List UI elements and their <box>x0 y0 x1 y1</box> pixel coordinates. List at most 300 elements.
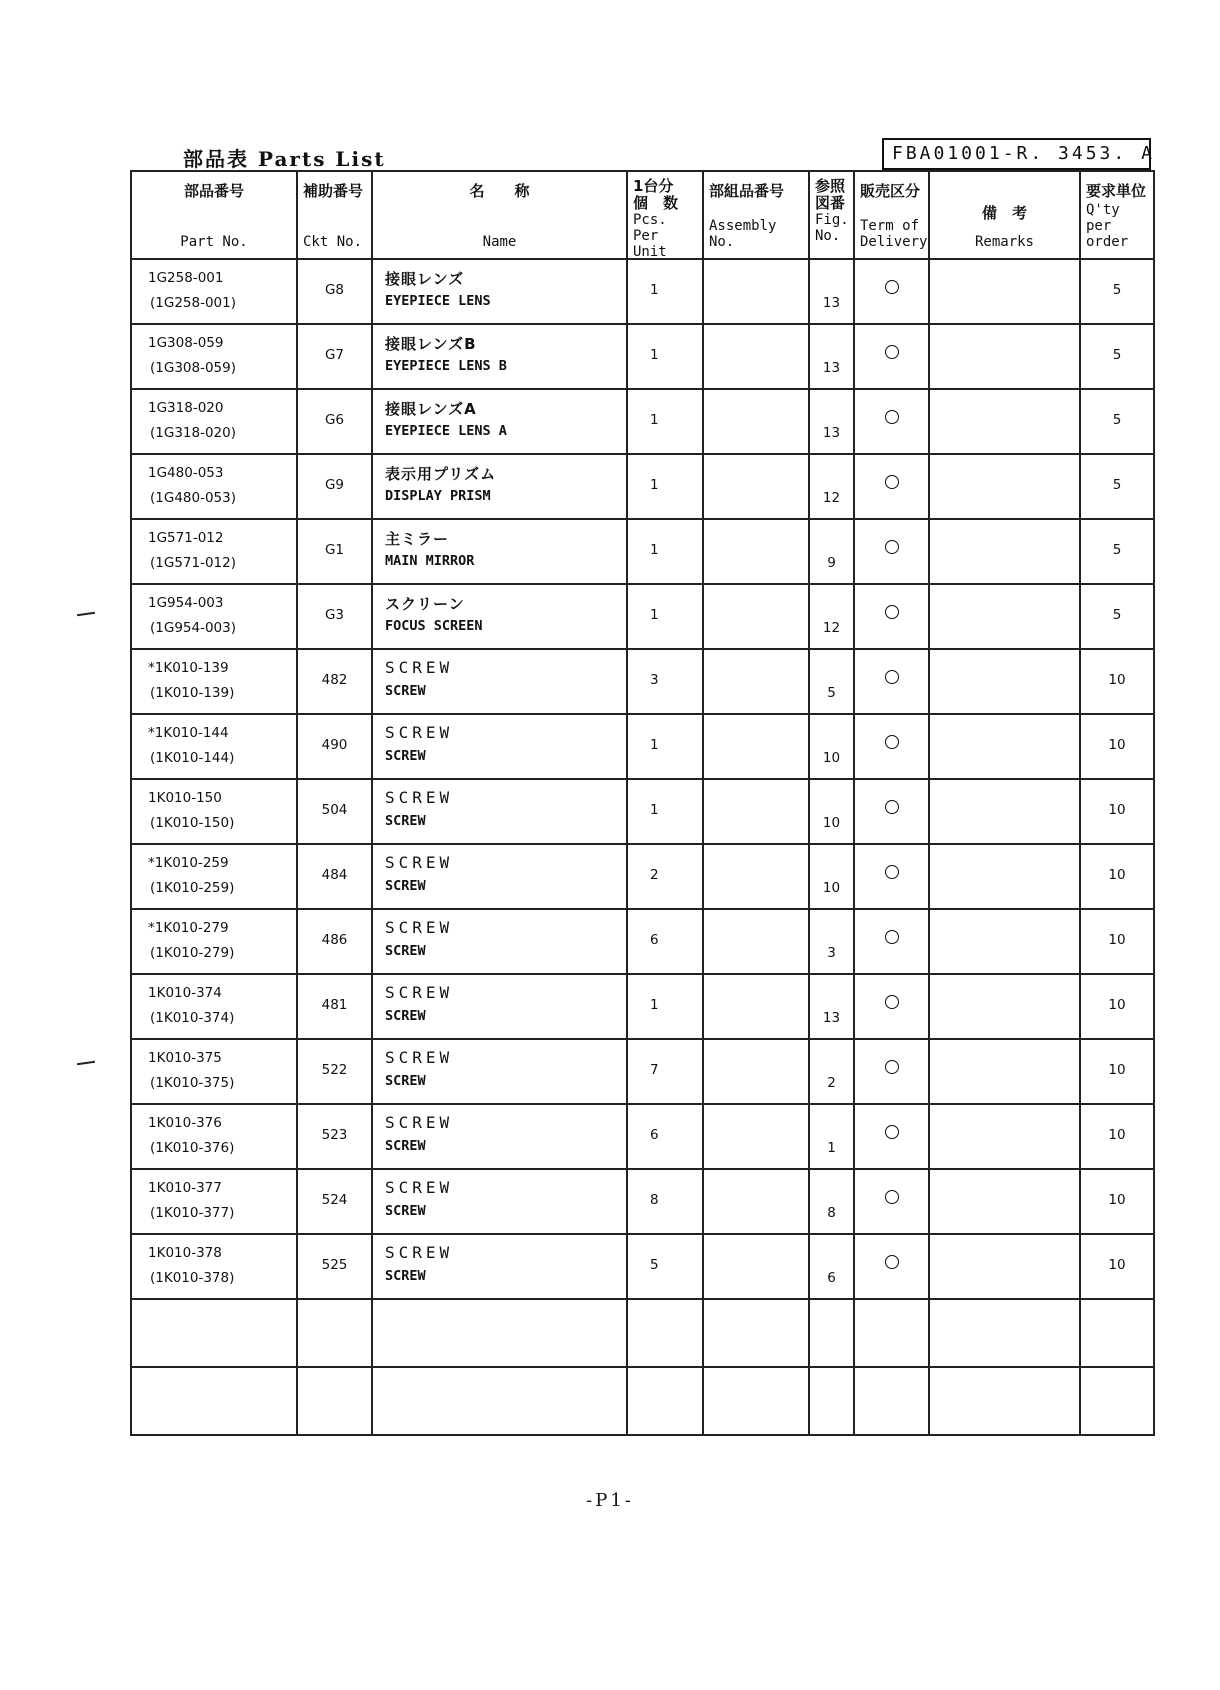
fig-cell <box>809 519 854 584</box>
qty-cell <box>1080 649 1154 714</box>
fig-number: 10 <box>822 815 841 831</box>
assembly-cell <box>703 1169 809 1234</box>
name-jp: SCREW <box>385 918 454 937</box>
delivery-circle-icon <box>885 280 899 294</box>
qty-per-order: 10 <box>1108 1192 1126 1208</box>
remarks-cell <box>929 454 1080 519</box>
part-number-alt: (1G308-059) <box>150 360 236 376</box>
part-number: 1K010-374 <box>148 985 222 1001</box>
pcs-per-unit: 1 <box>650 737 659 753</box>
remarks-cell <box>929 584 1080 649</box>
ckt-no-cell <box>297 844 372 909</box>
name-jp: SCREW <box>385 983 454 1002</box>
remarks-cell <box>929 519 1080 584</box>
fig-number: 3 <box>827 945 836 961</box>
fig-number: 10 <box>822 750 841 766</box>
fig-cell <box>809 389 854 454</box>
qty-per-order: 10 <box>1108 1127 1126 1143</box>
part-no-cell <box>131 909 297 974</box>
table-row <box>131 259 1154 324</box>
assembly-cell <box>703 1234 809 1299</box>
fig-cell <box>809 779 854 844</box>
pcs-per-unit: 1 <box>650 542 659 558</box>
delivery-cell <box>854 584 929 649</box>
ckt-no-cell <box>297 909 372 974</box>
part-no-cell <box>131 974 297 1039</box>
fig-number: 13 <box>822 425 841 441</box>
part-number-alt: (1K010-259) <box>150 880 235 896</box>
qty-cell <box>1080 584 1154 649</box>
delivery-cell <box>854 779 929 844</box>
pcs-cell <box>627 324 703 389</box>
remarks-cell <box>929 1104 1080 1169</box>
qty-cell <box>1080 714 1154 779</box>
part-number-alt: (1G954-003) <box>150 620 236 636</box>
name-cell <box>372 844 627 909</box>
name-jp: 接眼レンズB <box>385 335 477 353</box>
qty-cell <box>1080 259 1154 324</box>
assembly-cell <box>703 324 809 389</box>
qty-per-order: 10 <box>1108 997 1126 1013</box>
part-number-alt: (1K010-279) <box>150 945 235 961</box>
fig-cell <box>809 324 854 389</box>
pcs-cell <box>627 779 703 844</box>
table-row <box>131 454 1154 519</box>
pcs-cell <box>627 1039 703 1104</box>
table-row <box>131 909 1154 974</box>
remarks-cell <box>929 324 1080 389</box>
part-number-alt: (1K010-377) <box>150 1205 235 1221</box>
delivery-cell <box>854 974 929 1039</box>
part-number-alt: (1K010-378) <box>150 1270 235 1286</box>
table-row <box>131 324 1154 389</box>
delivery-circle-icon <box>885 410 899 424</box>
delivery-cell <box>854 1169 929 1234</box>
empty-cell <box>1080 1299 1154 1367</box>
pcs-per-unit: 2 <box>650 867 659 883</box>
fig-number: 5 <box>827 685 836 701</box>
ckt-number: G9 <box>324 477 345 493</box>
assembly-cell <box>703 584 809 649</box>
name-jp: SCREW <box>385 1243 454 1262</box>
empty-cell <box>1080 1367 1154 1435</box>
remarks-cell <box>929 649 1080 714</box>
name-cell <box>372 1104 627 1169</box>
fig-cell <box>809 1234 854 1299</box>
empty-cell <box>854 1367 929 1435</box>
name-en: MAIN MIRROR <box>385 553 475 569</box>
remarks-cell <box>929 1039 1080 1104</box>
ckt-no-cell <box>297 974 372 1039</box>
ckt-number: G7 <box>324 347 345 363</box>
remarks-cell <box>929 1169 1080 1234</box>
part-number: *1K010-139 <box>148 660 229 676</box>
name-en: SCREW <box>385 878 426 894</box>
empty-cell <box>809 1367 854 1435</box>
part-number: 1G308-059 <box>148 335 224 351</box>
header-remarks: 備 考 Remarks <box>929 171 1080 259</box>
part-number: *1K010-259 <box>148 855 229 871</box>
ckt-no-cell <box>297 259 372 324</box>
empty-cell <box>929 1299 1080 1367</box>
part-number: 1K010-378 <box>148 1245 222 1261</box>
table-row <box>131 1104 1154 1169</box>
ckt-no-cell <box>297 1039 372 1104</box>
margin-mark <box>77 612 95 616</box>
part-number: *1K010-144 <box>148 725 229 741</box>
delivery-cell <box>854 1104 929 1169</box>
pcs-per-unit: 1 <box>650 282 659 298</box>
fig-number: 13 <box>822 295 841 311</box>
fig-cell <box>809 259 854 324</box>
qty-per-order: 5 <box>1112 477 1122 493</box>
document-number: FBA01001-R. 3453. A <box>882 138 1151 170</box>
header-pcs: 1台分 個 数 Pcs. Per Unit <box>627 171 703 259</box>
pcs-cell <box>627 844 703 909</box>
qty-per-order: 10 <box>1108 867 1126 883</box>
assembly-cell <box>703 1104 809 1169</box>
name-cell <box>372 974 627 1039</box>
part-no-cell <box>131 584 297 649</box>
ckt-no-cell <box>297 1169 372 1234</box>
qty-per-order: 5 <box>1112 542 1122 558</box>
fig-cell <box>809 454 854 519</box>
remarks-cell <box>929 1234 1080 1299</box>
qty-per-order: 10 <box>1108 1257 1126 1273</box>
name-cell <box>372 714 627 779</box>
pcs-cell <box>627 519 703 584</box>
empty-cell <box>703 1299 809 1367</box>
fig-cell <box>809 714 854 779</box>
ckt-no-cell <box>297 584 372 649</box>
table-row <box>131 1234 1154 1299</box>
fig-cell <box>809 584 854 649</box>
header-ckt-no: 補助番号 Ckt No. <box>297 171 372 259</box>
pcs-per-unit: 5 <box>650 1257 659 1273</box>
empty-cell <box>854 1299 929 1367</box>
table-row <box>131 1039 1154 1104</box>
qty-per-order: 10 <box>1108 737 1126 753</box>
part-no-cell <box>131 714 297 779</box>
name-en: SCREW <box>385 1138 426 1154</box>
assembly-cell <box>703 844 809 909</box>
ckt-number: 481 <box>321 997 348 1013</box>
fig-number: 9 <box>827 555 836 571</box>
table-row <box>131 584 1154 649</box>
part-no-cell <box>131 259 297 324</box>
name-en: FOCUS SCREEN <box>385 618 483 634</box>
name-jp: SCREW <box>385 853 454 872</box>
qty-cell <box>1080 1104 1154 1169</box>
name-en: SCREW <box>385 1073 426 1089</box>
page-number: -P1- <box>586 1490 634 1511</box>
ckt-number: G1 <box>324 542 345 558</box>
qty-cell <box>1080 454 1154 519</box>
delivery-cell <box>854 259 929 324</box>
ckt-number: 504 <box>321 802 348 818</box>
ckt-number: 486 <box>321 932 348 948</box>
empty-cell <box>627 1367 703 1435</box>
part-number: 1G318-020 <box>148 400 224 416</box>
qty-per-order: 5 <box>1112 412 1122 428</box>
qty-per-order: 5 <box>1112 347 1122 363</box>
pcs-cell <box>627 1104 703 1169</box>
remarks-cell <box>929 974 1080 1039</box>
pcs-cell <box>627 259 703 324</box>
remarks-cell <box>929 389 1080 454</box>
empty-cell <box>297 1299 372 1367</box>
delivery-circle-icon <box>885 930 899 944</box>
part-no-cell <box>131 454 297 519</box>
delivery-circle-icon <box>885 605 899 619</box>
ckt-no-cell <box>297 1104 372 1169</box>
delivery-cell <box>854 714 929 779</box>
part-number: 1G480-053 <box>148 465 224 481</box>
part-number: 1K010-375 <box>148 1050 222 1066</box>
qty-cell <box>1080 844 1154 909</box>
assembly-cell <box>703 974 809 1039</box>
delivery-cell <box>854 324 929 389</box>
table-row <box>131 714 1154 779</box>
part-number-alt: (1K010-376) <box>150 1140 235 1156</box>
part-no-cell <box>131 389 297 454</box>
name-jp: SCREW <box>385 723 454 742</box>
name-jp: SCREW <box>385 658 454 677</box>
empty-cell <box>372 1367 627 1435</box>
header-fig: 参照 図番 Fig. No. <box>809 171 854 259</box>
pcs-cell <box>627 974 703 1039</box>
name-cell <box>372 1234 627 1299</box>
name-cell <box>372 1169 627 1234</box>
qty-per-order: 5 <box>1112 607 1122 623</box>
delivery-circle-icon <box>885 1060 899 1074</box>
name-en: SCREW <box>385 1008 426 1024</box>
pcs-per-unit: 8 <box>650 1192 659 1208</box>
remarks-cell <box>929 714 1080 779</box>
part-number-alt: (1K010-144) <box>150 750 235 766</box>
empty-cell <box>131 1367 297 1435</box>
header-assembly: 部組品番号 Assembly No. <box>703 171 809 259</box>
part-number-alt: (1K010-150) <box>150 815 235 831</box>
pcs-per-unit: 1 <box>650 412 659 428</box>
ckt-number: G8 <box>324 282 345 298</box>
fig-cell <box>809 1169 854 1234</box>
fig-cell <box>809 1039 854 1104</box>
fig-number: 10 <box>822 880 841 896</box>
ckt-number: 522 <box>321 1062 348 1078</box>
part-number-alt: (1K010-139) <box>150 685 235 701</box>
name-en: SCREW <box>385 683 426 699</box>
table-row <box>131 974 1154 1039</box>
delivery-cell <box>854 909 929 974</box>
delivery-cell <box>854 1234 929 1299</box>
name-en: SCREW <box>385 1203 426 1219</box>
delivery-circle-icon <box>885 800 899 814</box>
qty-cell <box>1080 519 1154 584</box>
part-no-cell <box>131 519 297 584</box>
part-no-cell <box>131 844 297 909</box>
part-no-cell <box>131 779 297 844</box>
qty-cell <box>1080 389 1154 454</box>
part-number-alt: (1G571-012) <box>150 555 236 571</box>
part-number: 1G258-001 <box>148 270 224 286</box>
empty-row <box>131 1367 1154 1435</box>
assembly-cell <box>703 779 809 844</box>
table-row <box>131 389 1154 454</box>
part-no-cell <box>131 1039 297 1104</box>
fig-number: 2 <box>827 1075 836 1091</box>
delivery-cell <box>854 649 929 714</box>
ckt-no-cell <box>297 779 372 844</box>
qty-per-order: 10 <box>1108 802 1126 818</box>
ckt-number: 525 <box>321 1257 348 1273</box>
pcs-cell <box>627 909 703 974</box>
part-number: 1K010-150 <box>148 790 222 806</box>
header-delivery: 販売区分 Term of Delivery <box>854 171 929 259</box>
name-cell <box>372 1039 627 1104</box>
ckt-no-cell <box>297 324 372 389</box>
name-cell <box>372 519 627 584</box>
pcs-per-unit: 3 <box>650 672 659 688</box>
remarks-cell <box>929 909 1080 974</box>
pcs-per-unit: 1 <box>650 607 659 623</box>
pcs-per-unit: 6 <box>650 1127 659 1143</box>
delivery-circle-icon <box>885 865 899 879</box>
page-title: 部品表 Parts List <box>183 147 386 171</box>
qty-cell <box>1080 1169 1154 1234</box>
delivery-circle-icon <box>885 1255 899 1269</box>
table-row <box>131 844 1154 909</box>
empty-row <box>131 1299 1154 1367</box>
name-jp: SCREW <box>385 788 454 807</box>
ckt-number: 490 <box>321 737 348 753</box>
empty-cell <box>809 1299 854 1367</box>
name-en: EYEPIECE LENS B <box>385 358 507 374</box>
delivery-circle-icon <box>885 1190 899 1204</box>
part-number-alt: (1G480-053) <box>150 490 236 506</box>
fig-number: 13 <box>822 1010 841 1026</box>
remarks-cell <box>929 259 1080 324</box>
qty-per-order: 10 <box>1108 672 1126 688</box>
table-row <box>131 519 1154 584</box>
ckt-no-cell <box>297 519 372 584</box>
ckt-number: 484 <box>321 867 348 883</box>
delivery-circle-icon <box>885 735 899 749</box>
pcs-per-unit: 6 <box>650 932 659 948</box>
empty-cell <box>131 1299 297 1367</box>
pcs-cell <box>627 1234 703 1299</box>
qty-cell <box>1080 324 1154 389</box>
qty-cell <box>1080 974 1154 1039</box>
fig-cell <box>809 649 854 714</box>
ckt-no-cell <box>297 454 372 519</box>
pcs-cell <box>627 1169 703 1234</box>
fig-cell <box>809 844 854 909</box>
pcs-per-unit: 1 <box>650 802 659 818</box>
assembly-cell <box>703 909 809 974</box>
part-no-cell <box>131 324 297 389</box>
name-jp: 主ミラー <box>385 530 450 548</box>
ckt-number: 523 <box>321 1127 348 1143</box>
ckt-number: 482 <box>321 672 348 688</box>
delivery-circle-icon <box>885 995 899 1009</box>
part-no-cell <box>131 1169 297 1234</box>
qty-cell <box>1080 909 1154 974</box>
ckt-no-cell <box>297 1234 372 1299</box>
table-row <box>131 1169 1154 1234</box>
pcs-cell <box>627 389 703 454</box>
assembly-cell <box>703 714 809 779</box>
ckt-no-cell <box>297 714 372 779</box>
part-number: 1G954-003 <box>148 595 224 611</box>
part-number: 1K010-376 <box>148 1115 222 1131</box>
fig-cell <box>809 1104 854 1169</box>
header-qty: 要求単位 Q'ty per order <box>1080 171 1154 259</box>
empty-cell <box>372 1299 627 1367</box>
margin-mark <box>77 1061 95 1065</box>
remarks-cell <box>929 844 1080 909</box>
name-cell <box>372 324 627 389</box>
delivery-cell <box>854 519 929 584</box>
part-number-alt: (1G318-020) <box>150 425 236 441</box>
delivery-cell <box>854 844 929 909</box>
name-cell <box>372 909 627 974</box>
empty-cell <box>703 1367 809 1435</box>
delivery-cell <box>854 389 929 454</box>
name-en: SCREW <box>385 943 426 959</box>
delivery-circle-icon <box>885 1125 899 1139</box>
pcs-cell <box>627 584 703 649</box>
name-en: SCREW <box>385 748 426 764</box>
qty-cell <box>1080 1234 1154 1299</box>
fig-number: 12 <box>822 620 841 636</box>
assembly-cell <box>703 454 809 519</box>
part-number: *1K010-279 <box>148 920 229 936</box>
assembly-cell <box>703 649 809 714</box>
header-row <box>131 171 1154 259</box>
part-number: 1G571-012 <box>148 530 224 546</box>
name-cell <box>372 584 627 649</box>
pcs-per-unit: 1 <box>650 997 659 1013</box>
name-cell <box>372 389 627 454</box>
name-en: EYEPIECE LENS <box>385 293 491 309</box>
pcs-per-unit: 1 <box>650 347 659 363</box>
assembly-cell <box>703 259 809 324</box>
empty-cell <box>929 1367 1080 1435</box>
name-cell <box>372 649 627 714</box>
name-jp: SCREW <box>385 1113 454 1132</box>
pcs-cell <box>627 649 703 714</box>
table-row <box>131 649 1154 714</box>
fig-number: 1 <box>827 1140 836 1156</box>
name-en: SCREW <box>385 1268 426 1284</box>
empty-cell <box>297 1367 372 1435</box>
pcs-cell <box>627 714 703 779</box>
ckt-no-cell <box>297 389 372 454</box>
fig-number: 6 <box>827 1270 836 1286</box>
qty-cell <box>1080 779 1154 844</box>
delivery-cell <box>854 1039 929 1104</box>
pcs-per-unit: 1 <box>650 477 659 493</box>
name-jp: SCREW <box>385 1178 454 1197</box>
qty-per-order: 10 <box>1108 932 1126 948</box>
delivery-circle-icon <box>885 345 899 359</box>
remarks-cell <box>929 779 1080 844</box>
assembly-cell <box>703 519 809 584</box>
table-row <box>131 779 1154 844</box>
ckt-number: G3 <box>324 607 345 623</box>
name-jp: スクリーン <box>385 595 465 613</box>
